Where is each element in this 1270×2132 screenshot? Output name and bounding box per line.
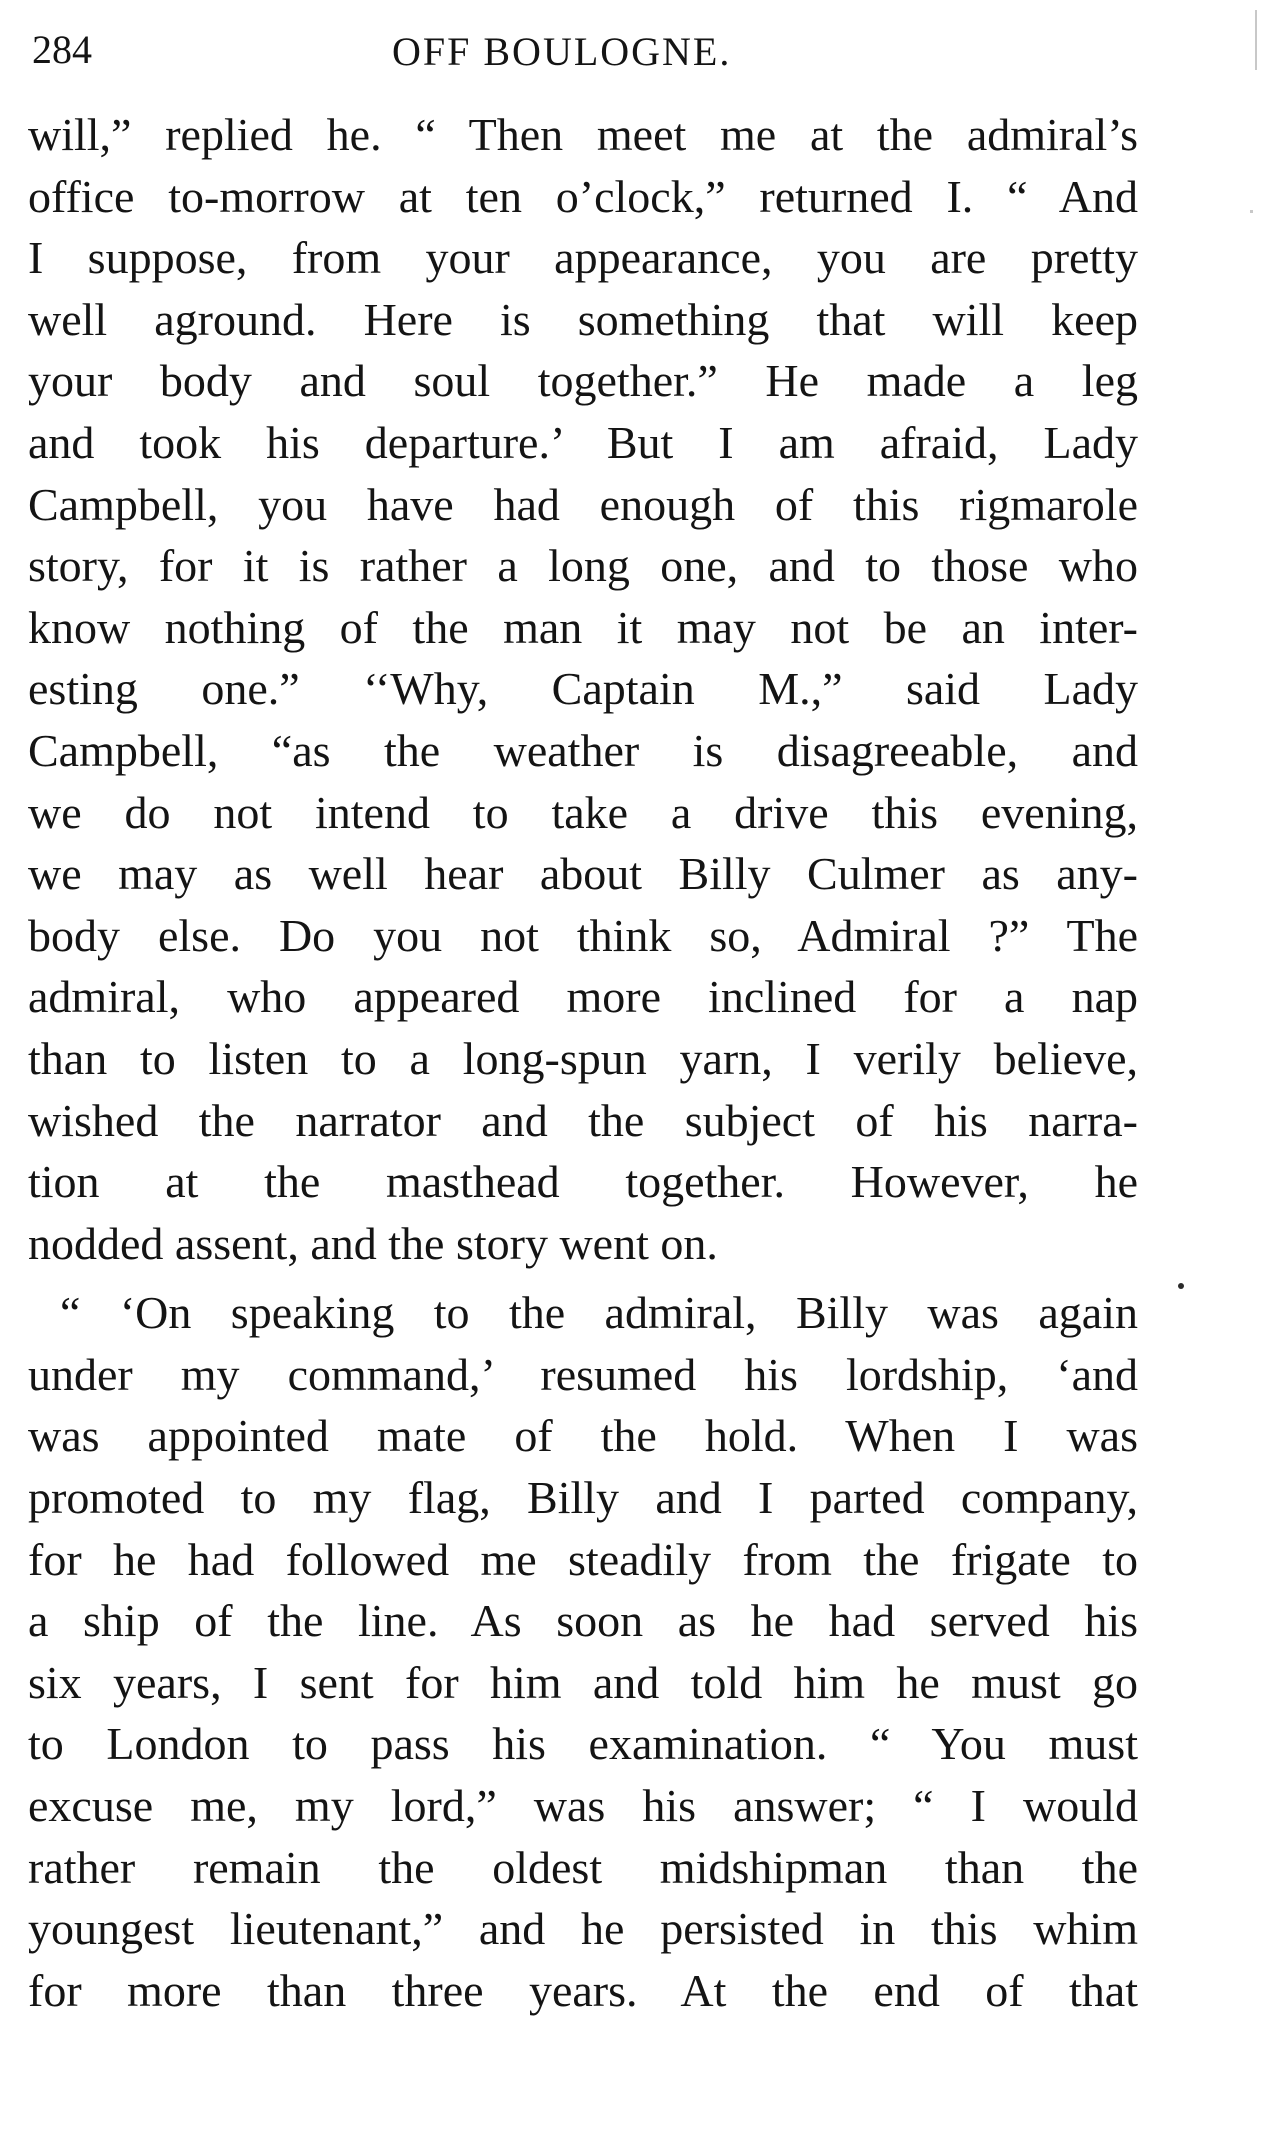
text-line: and took his departure.’ But I am afraid, Lady — [28, 416, 1138, 468]
text-line: story, for it is rather a long one, and to those who — [28, 540, 1138, 592]
text-line: Campbell, you have had enough of this rigmarole — [28, 478, 1138, 530]
text-line: for he had followed me steadily from the frigate to — [28, 1533, 1138, 1585]
body-text — [28, 104, 1138, 2021]
text-line: rather remain the oldest midshipman than the — [28, 1841, 1138, 1893]
paragraph-1 — [28, 104, 1138, 1274]
text-line: we do not intend to take a drive this evening, — [28, 786, 1138, 838]
page-header — [32, 26, 1152, 86]
page-number: 284 — [32, 27, 92, 72]
text-line: promoted to my flag, Billy and I parted company, — [28, 1472, 1138, 1524]
ink-speck — [1178, 1283, 1184, 1289]
text-line: your body and soul together.” He made a leg — [28, 355, 1138, 407]
paragraph-2 — [28, 1282, 1138, 2021]
text-line: body else. Do you not think so, Admiral ?” The — [28, 909, 1138, 961]
text-line: admiral, who appeared more inclined for a nap — [28, 971, 1138, 1023]
edge-speck — [1250, 210, 1253, 213]
text-line: esting one.” ‘‘Why, Captain M.,” said Lady — [28, 663, 1138, 715]
text-line: excuse me, my lord,” was his answer; “ I would — [28, 1780, 1138, 1832]
text-line: well aground. Here is something that will keep — [28, 293, 1138, 345]
text-line: know nothing of the man it may not be an inter- — [28, 601, 1138, 653]
text-line: “ ‘On speaking to the admiral, Billy was again — [60, 1287, 1138, 1339]
paragraph-gap — [28, 1274, 1138, 1282]
text-line: a ship of the line. As soon as he had served his — [28, 1595, 1138, 1647]
text-line: will,” replied he. “ Then meet me at the admiral’s — [28, 109, 1138, 160]
text-line: Campbell, “as the weather is disagreeable, and — [28, 724, 1138, 776]
edge-speck — [1255, 10, 1257, 70]
text-line: tion at the masthead together. However, he — [28, 1156, 1138, 1208]
text-line: for more than three years. At the end of that — [28, 1964, 1138, 2016]
text-line: six years, I sent for him and told him he must go — [28, 1656, 1138, 1708]
text-line: I suppose, from your appearance, you are pretty — [28, 232, 1138, 284]
text-line: youngest lieutenant,” and he persisted in this whim — [28, 1903, 1138, 1955]
text-line: than to listen to a long-spun yarn, I verily believe, — [28, 1032, 1138, 1084]
running-head: OFF BOULOGNE. — [392, 29, 732, 74]
text-line: under my command,’ resumed his lordship, ‘and — [28, 1348, 1138, 1400]
text-line: was appointed mate of the hold. When I was — [28, 1410, 1138, 1462]
text-line: to London to pass his examination. “ You must — [28, 1718, 1138, 1770]
text-line: nodded assent, and the story went on. — [28, 1217, 718, 1269]
text-line: we may as well hear about Billy Culmer as any- — [28, 848, 1138, 900]
text-line: office to-morrow at ten o’clock,” returned I. “ And — [28, 170, 1138, 222]
text-line: wished the narrator and the subject of his narra- — [28, 1094, 1138, 1146]
